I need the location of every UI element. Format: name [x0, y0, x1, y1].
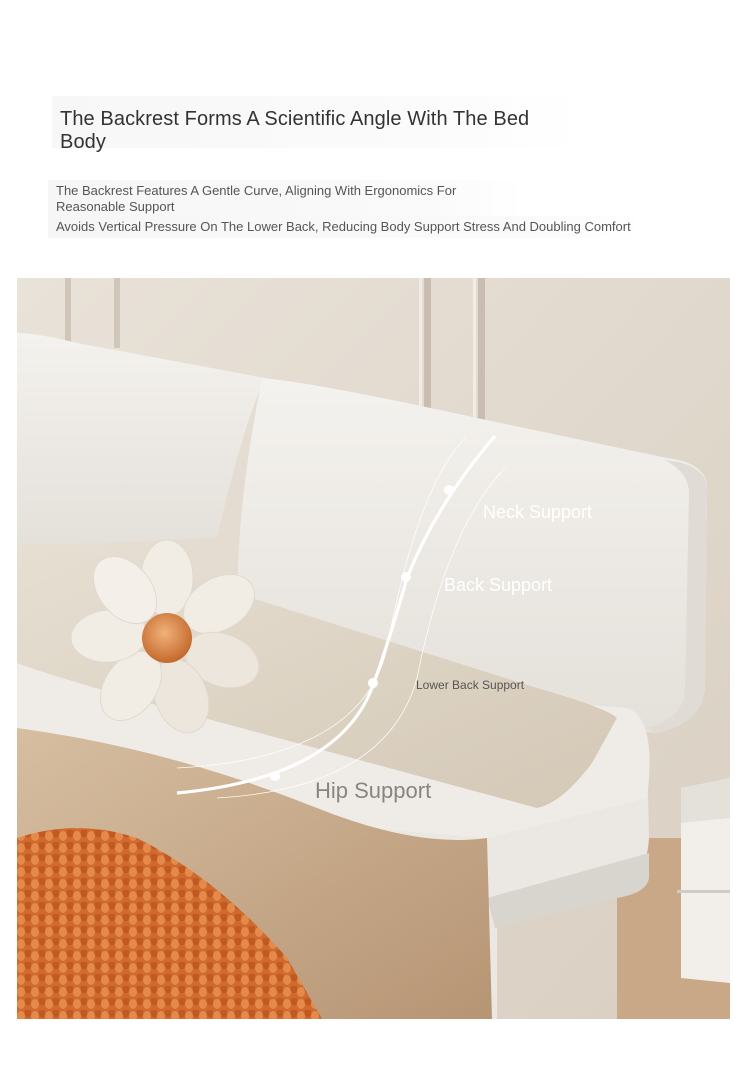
description-line-2: Avoids Vertical Pressure On The Lower Back, Reducing Body Support Stress And Doubling Comfort [48, 216, 644, 238]
back-support-label: Back Support [444, 575, 553, 595]
description-line-1: The Backrest Features A Gentle Curve, Aligning With Ergonomics For Reasonable Support [48, 180, 524, 217]
hip-support-label: Hip Support [315, 778, 432, 803]
bed-illustration [17, 278, 730, 1019]
wall-rod [65, 278, 71, 348]
headline-banner [52, 96, 580, 153]
neck-support-label: Neck Support [483, 502, 593, 522]
bed-photo [17, 278, 730, 1019]
lower-back-support-label: Lower Back Support [416, 678, 525, 692]
page-title: The Backrest Forms A Scientific Angle With The Bed Body [60, 108, 530, 153]
wall-rod [114, 278, 120, 348]
